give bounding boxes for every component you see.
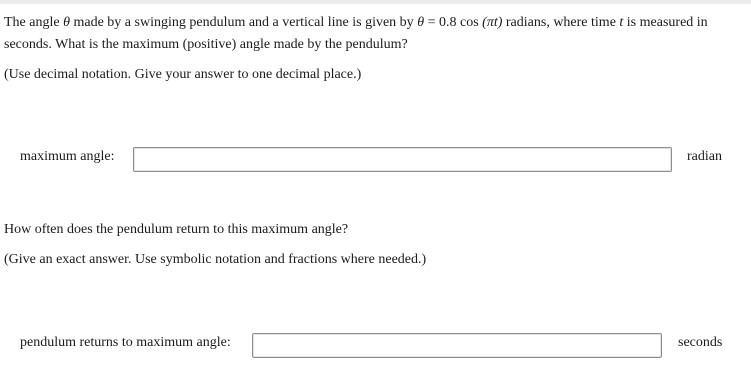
question1-hint: (Use decimal notation. Give your answer to one decimal place.) (4, 67, 362, 82)
question1-text-after: radians, where time (502, 15, 620, 30)
question1-text-line1 (4, 14, 708, 32)
question1-text-start: The angle (4, 15, 64, 30)
pendulum-returns-label: pendulum returns to maximum angle: (20, 335, 231, 350)
seconds-unit-label: seconds (678, 335, 723, 350)
radian-unit-label: radian (687, 149, 722, 164)
question2-hint: (Give an exact answer. Use symbolic notation and fractions where needed.) (4, 252, 427, 267)
formula-cos: cos (459, 15, 479, 30)
formula-argument: (πt) (478, 15, 503, 30)
pendulum-returns-input[interactable] (252, 333, 662, 358)
time-symbol: t (619, 15, 624, 30)
question1-text-mid: made by a swinging pendulum and a vertical line is given by (69, 15, 418, 30)
theta-symbol: θ (63, 15, 70, 30)
top-divider (0, 0, 751, 4)
formula-equals: = 0.8 (424, 15, 460, 30)
maximum-angle-label: maximum angle: (20, 149, 115, 164)
maximum-angle-input[interactable] (133, 147, 672, 172)
formula-theta: θ (417, 15, 425, 30)
question1-text-line2: seconds. What is the maximum (positive) angle made by the pendulum? (4, 37, 408, 52)
question1-text-end: is measured in (623, 15, 708, 30)
question2-text: How often does the pendulum return to this maximum angle? (4, 222, 349, 237)
